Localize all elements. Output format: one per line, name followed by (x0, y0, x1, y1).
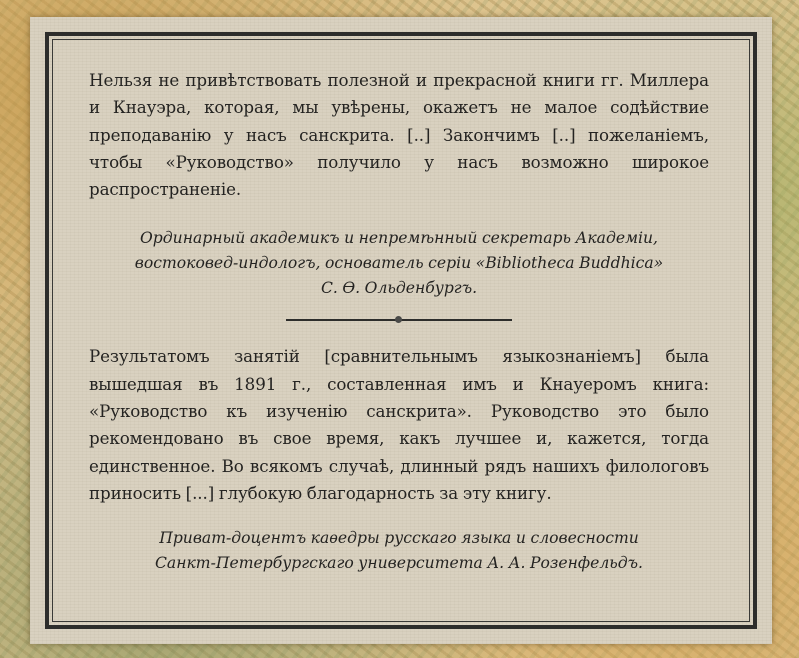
quote-2-attribution-line-2: Санкт-Петербургскаго университета А. А. Розенфельдъ. (155, 554, 643, 573)
ornamental-divider (286, 315, 512, 325)
quote-1-attribution-author: С. Ѳ. Ольденбургъ. (320, 279, 478, 298)
quote-2-text: Результатомъ занятій [сравнительнымъ языкознаніемъ] была вышедшая въ 1891 г., составленная имъ и Кнауеромъ книга: «Руководство къ изученію санскрита». Руководство это было рекомендовано въ свое время, какъ лучшее и, кажется, тогда единственное. Во всякомъ случаѣ, длинный рядъ нашихъ филологовъ приносить [...] глубокую благодарность за эту книгу. (89, 346, 709, 503)
quote-1-attribution-line-1: Ординарный академикъ и непремѣнный секретарь Академіи, (140, 229, 658, 248)
quote-1-attribution (89, 226, 709, 301)
divider-dot-icon (395, 316, 402, 323)
quote-2-attribution-line-1: Приват-доцентъ каѳедры русскаго языка и словесности (159, 529, 639, 548)
quote-card (30, 17, 772, 644)
quote-2-attribution (89, 526, 709, 576)
quotes-content (89, 67, 709, 576)
quote-1-text: Нельзя не привѣтствовать полезной и прекрасной книги гг. Миллера и Кнауэра, которая, мы увѣрены, окажетъ не малое содѣйствие преподаванію у насъ санскрита. [..] Закончимъ [..] пожеланіемъ, чтобы «Руководство» получило у насъ возможно широкое распространеніе. (89, 70, 709, 200)
quote-1-attribution-line-2: востоковед-индологъ, основатель серіи «Bibliotheca Buddhica» (134, 254, 664, 273)
